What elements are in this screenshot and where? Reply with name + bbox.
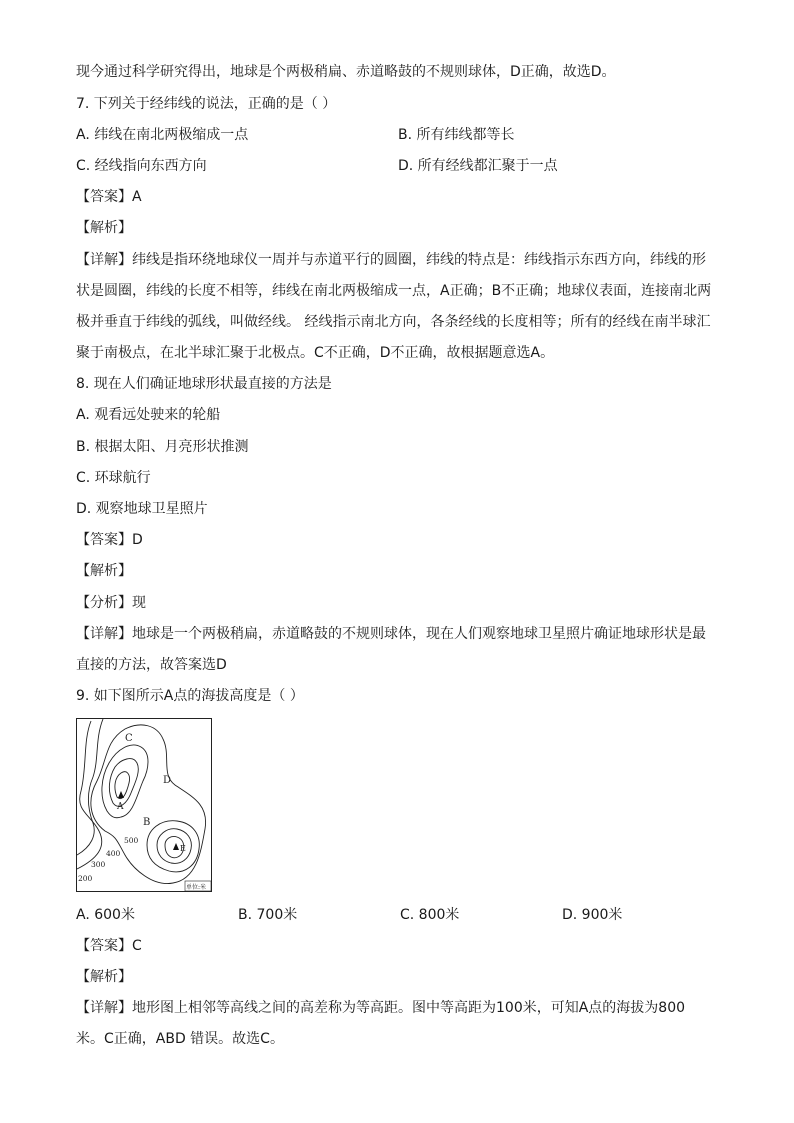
q7-detail-line-2: 状是圆圈，纬线的长度不相等，纬线在南北两极缩成一点，A正确；B不正确；地球仪表面，连接南北两 [76, 283, 712, 299]
q7-option-a: A. 纬线在南北两极缩成一点 [76, 127, 249, 143]
contour-line-300 [77, 719, 103, 855]
q7-detail-line-3: 极并垂直于纬线的弧线，叫做经线。 经线指示南北方向，各条经线的长度相等；所有的经线在南半球汇 [76, 314, 711, 330]
q7-analysis-heading: 【解析】 [76, 220, 132, 236]
contour-line-600-a [109, 759, 138, 807]
q8-detail-line-1: 【详解】地球是一个两极稍扁，赤道略鼓的不规则球体，现在人们观察地球卫星照片确证地球形状是最 [76, 626, 706, 642]
q7-answer: 【答案】A [76, 189, 142, 205]
q9-analysis-heading: 【解析】 [76, 969, 132, 985]
map-label-500: 500 [124, 836, 139, 845]
q7-option-d: D. 所有经线都汇聚于一点 [398, 158, 558, 174]
q9-option-b: B. 700米 [238, 907, 298, 923]
contour-line-500-a [102, 745, 148, 818]
q7-option-c: C. 经线指向东西方向 [76, 158, 207, 174]
q8-option-d: D. 观察地球卫星照片 [76, 501, 208, 517]
q9-detail-line-2: 米。C正确，ABD 错误。故选C。 [76, 1031, 284, 1047]
q8-option-b: B. 根据太阳、月亮形状推测 [76, 439, 249, 455]
q8-option-a: A. 观看远处驶来的轮船 [76, 407, 221, 423]
q8-stem: 8. 现在人们确证地球形状最直接的方法是 [76, 376, 332, 392]
map-label-a: A [117, 802, 124, 812]
q9-stem: 9. 如下图所示A点的海拔高度是（ ） [76, 688, 304, 704]
map-label-b: B [143, 817, 151, 828]
map-unit-label: 单位:米 [186, 884, 207, 891]
q8-answer: 【答案】D [76, 532, 143, 548]
q9-answer: 【答案】C [76, 938, 142, 954]
map-label-d: D [163, 775, 172, 786]
map-label-e: E [180, 844, 186, 853]
map-label-400: 400 [106, 849, 121, 858]
map-label-c: C [125, 733, 133, 744]
intro-line: 现今通过科学研究得出，地球是个两极稍扁、赤道略鼓的不规则球体，D正确，故选D。 [76, 64, 616, 80]
q9-detail-line-1: 【详解】地形图上相邻等高线之间的高差称为等高距。图中等高距为100米，可知A点的海拔为800 [76, 1000, 686, 1016]
q7-detail-line-1: 【详解】纬线是指环绕地球仪一周并与赤道平行的圆圈，纬线的特点是：纬线指示东西方向，纬线的形 [76, 252, 706, 268]
q9-option-c: C. 800米 [400, 907, 460, 923]
peak-e-triangle-icon [173, 843, 179, 850]
q7-detail-line-4: 聚于南极点，在北半球汇聚于北极点。C不正确，D不正确，故根据题意选A。 [76, 345, 555, 361]
map-label-300: 300 [91, 860, 106, 869]
q8-option-c: C. 环球航行 [76, 470, 151, 486]
q9-option-a: A. 600米 [76, 907, 135, 923]
q7-option-b: B. 所有纬线都等长 [398, 127, 515, 143]
contour-line-400 [91, 725, 206, 884]
q8-analysis-heading: 【解析】 [76, 563, 132, 579]
q8-detail-line-2: 直接的方法，故答案选D [76, 657, 227, 673]
map-label-200: 200 [78, 874, 93, 883]
q8-fenxi: 【分析】现 [76, 595, 146, 611]
q9-option-d: D. 900米 [562, 907, 623, 923]
peak-a-triangle-icon [118, 791, 124, 798]
contour-map [76, 718, 212, 892]
q7-stem: 7. 下列关于经纬线的说法，正确的是（ ） [76, 96, 337, 112]
